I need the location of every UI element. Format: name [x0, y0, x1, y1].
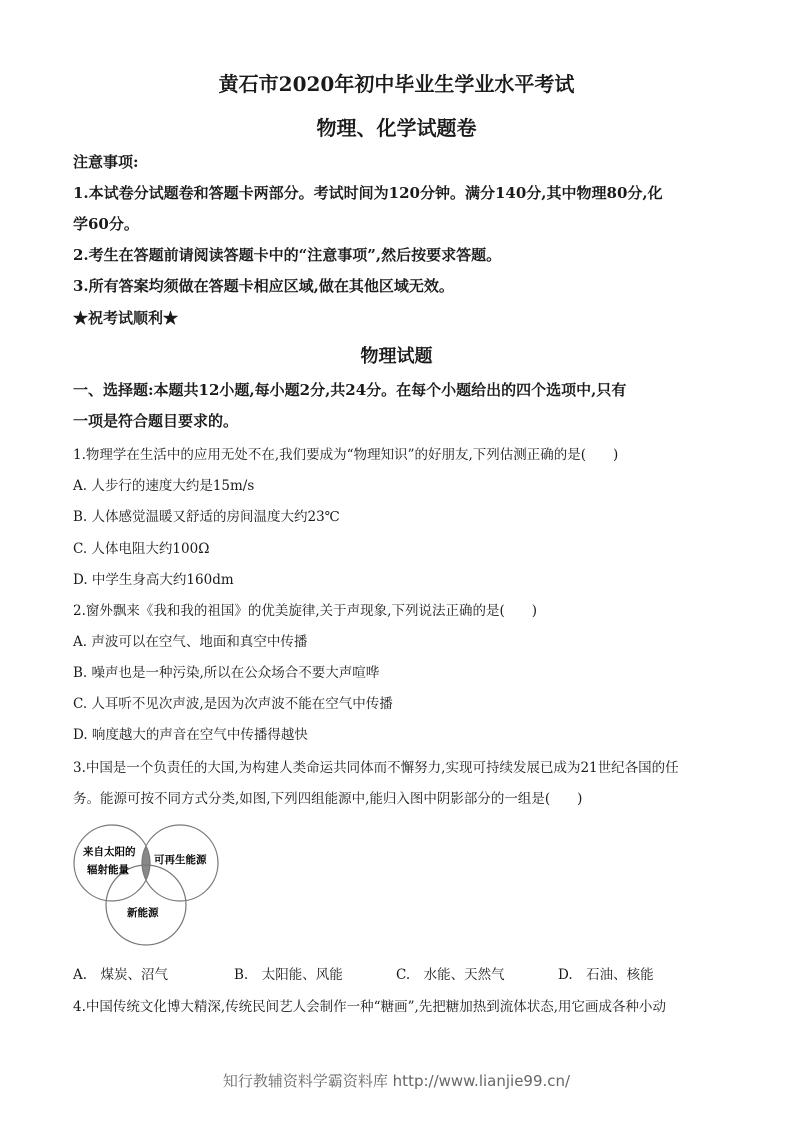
notice-item-3: 3.所有答案均须做在答题卡相应区域,做在其他区域无效。 [73, 277, 454, 295]
circle-label-new-energy: 新能源 [127, 907, 159, 919]
notice-item-1-line-2: 学60分。 [73, 215, 139, 233]
question-3-option-d: D. 石油、核能 [558, 967, 654, 983]
circle-label-renewable: 可再生能源 [154, 854, 207, 866]
question-4-stem: 4.中国传统文化博大精深,传统民间艺人会制作一种“糖画”,先把糖加热到流体状态,用它画成各种小动 [73, 999, 667, 1015]
footer-watermark: 知行教辅资料学霸资料库 http://www.lianjie99.cn/ [222, 1072, 571, 1090]
question-1-stem: 1.物理学在生活中的应用无处不在,我们要成为“物理知识”的好朋友,下列估测正确的是( ) [73, 447, 619, 463]
question-3-option-a: A. 煤炭、沼气 [73, 967, 169, 983]
question-3-option-b: B. 太阳能、风能 [234, 967, 343, 983]
section-intro-line-1: 一、选择题:本题共12小题,每小题2分,共24分。在每个小题给出的四个选项中,只有 [73, 381, 627, 399]
question-1-option-a: A. 人步行的速度大约是15m/s [73, 478, 255, 494]
notice-heading: 注意事项: [73, 153, 139, 171]
section-title: 物理试题 [360, 346, 433, 367]
question-3-option-c: C. 水能、天然气 [396, 967, 505, 983]
question-2-option-a: A. 声波可以在空气、地面和真空中传播 [73, 634, 308, 650]
good-luck-wish: ★祝考试顺利★ [73, 309, 179, 327]
question-1-option-d: D. 中学生身高大约160dm [73, 572, 234, 588]
question-2-stem: 2.窗外飘来《我和我的祖国》的优美旋律,关于声现象,下列说法正确的是( ) [73, 603, 537, 619]
section-intro-line-2: 一项是符合题目要求的。 [73, 412, 239, 430]
exam-title: 黄石市2020年初中毕业生学业水平考试 [218, 72, 575, 96]
question-2-option-b: B. 噪声也是一种污染,所以在公众场合不要大声喧哗 [73, 665, 380, 681]
question-3-stem-line-1: 3.中国是一个负责任的大国,为构建人类命运共同体而不懈努力,实现可持续发展已成为21世纪各国的任 [73, 760, 679, 776]
question-2-option-d: D. 响度越大的声音在空气中传播得越快 [73, 727, 308, 743]
notice-item-2: 2.考生在答题前请阅读答题卡中的“注意事项”,然后按要求答题。 [73, 246, 502, 264]
question-1-option-c: C. 人体电阻大约100Ω [73, 541, 210, 557]
question-2-option-c: C. 人耳听不见次声波,是因为次声波不能在空气中传播 [73, 696, 393, 712]
solar-radiation-circle [74, 825, 150, 901]
circle-label-solar-line-2: 辐射能量 [87, 864, 129, 876]
notice-item-1-line-1: 1.本试卷分试题卷和答题卡两部分。考试时间为120分钟。满分140分,其中物理80分,化 [73, 184, 663, 202]
question-1-option-b: B. 人体感觉温暖又舒适的房间温度大约23℃ [73, 509, 340, 525]
circle-label-solar-line-1: 来自太阳的 [83, 846, 136, 858]
energy-venn-diagram [72, 822, 232, 948]
exam-subtitle: 物理、化学试题卷 [316, 116, 477, 140]
question-3-stem-line-2: 务。能源可按不同方式分类,如图,下列四组能源中,能归入图中阴影部分的一组是( ) [73, 791, 583, 807]
